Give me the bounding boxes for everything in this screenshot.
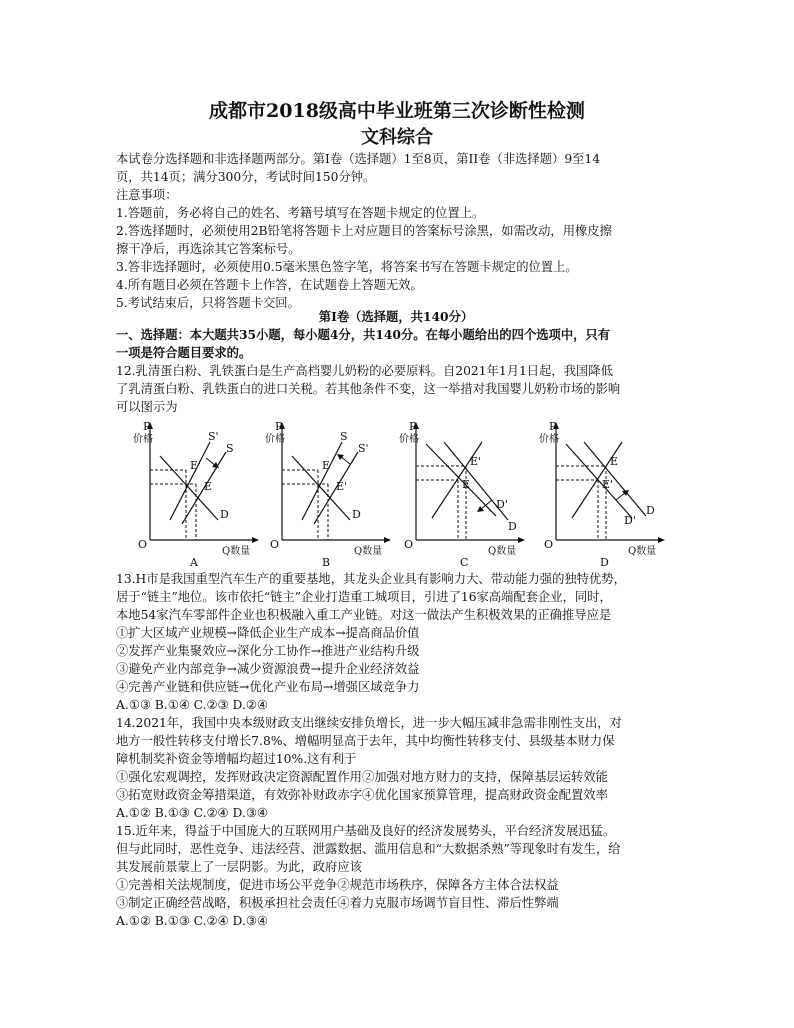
point-label: E' — [190, 459, 202, 472]
section-instruction: 一、选择题：本大题共35小题，每小题4分，共140分。在每小题给出的四个选项中，只有 — [116, 327, 611, 342]
curve-label: S — [340, 430, 348, 443]
axis-q-label: Q数量 — [222, 546, 251, 557]
axis-q-label: Q数量 — [488, 546, 517, 557]
curve-label: D — [220, 508, 229, 521]
axis-q-label: Q数量 — [628, 546, 657, 557]
question-14-answers: A.①② B.①③ C.②④ D.③④ — [116, 806, 268, 820]
curve-label: D' — [624, 514, 636, 527]
exam-subtitle: 文科综合 — [361, 127, 433, 148]
origin-label: O — [544, 538, 554, 551]
intro-line: 本试卷分选择题和非选择题两部分。第I卷（选择题）1至8页，第II卷（非选择题）9至14 — [116, 152, 601, 166]
notice-item: 4.所有题目必须在答题卡上作答，在试题卷上答题无效。 — [116, 278, 423, 292]
question-15-option: ③制定正确经营战略，积极承担社会责任④着力克服市场调节盲目性、滞后性弊端 — [116, 896, 559, 910]
question-12-text: 了乳清蛋白粉、乳铁蛋白的进口关税。若其他条件不变，这一举措对我国婴儿奶粉市场的影响 — [116, 382, 621, 396]
point-label: E — [322, 459, 331, 472]
point-label: E' — [602, 478, 614, 491]
question-13-text: 本地54家汽车零部件企业也积极融入重工产业链。对这一做法产生积极效果的正确推导应是 — [116, 608, 612, 622]
question-14-text: 14.2021年，我国中央本级财政支出继续安排负增长，进一步大幅压减非急需非刚性支出，对 — [116, 716, 622, 730]
question-15-text: 15.近年来，得益于中国庞大的互联网用户基础及良好的经济发展势头，平台经济发展迅猛。 — [116, 824, 616, 838]
question-13-option: ②发挥产业集聚效应→深化分工协作→推进产业结构升级 — [116, 644, 420, 658]
question-14-text: 障机制奖补资金等增幅均超过10%.这有利于 — [116, 752, 357, 766]
question-15-text: 但与此同时，恶性竞争、违法经营、泄露数据、滥用信息和“大数据杀熟”等现象时有发生，给 — [116, 842, 621, 856]
curve-label: S' — [208, 430, 219, 443]
axis-p-label: P — [549, 420, 557, 433]
question-12-text: 可以图示为 — [116, 400, 178, 414]
graph-c — [396, 420, 536, 570]
axis-q-label: Q数量 — [354, 546, 383, 557]
axis-p-label: P — [143, 420, 151, 433]
question-14-text: 地方一般性转移支付增长7.8%、增幅明显高于去年，其中均衡性转移支付、县级基本财力保 — [116, 734, 615, 748]
origin-label: O — [270, 538, 280, 551]
question-15-answers: A.①② B.①③ C.②④ D.③④ — [116, 914, 268, 928]
curve-label: D — [646, 504, 655, 517]
section-title: 第I卷（选择题，共140分） — [318, 309, 474, 324]
curve-label: S — [226, 442, 234, 455]
supply-demand-graph-b — [262, 420, 402, 570]
question-14-option: ①强化宏观调控，发挥财政决定资源配置作用②加强对地方财力的支持，保障基层运转效能 — [116, 770, 608, 784]
curve-label: D — [352, 508, 361, 521]
origin-label: O — [138, 538, 148, 551]
axis-price-label: 价格 — [399, 434, 419, 445]
panel-letter: D — [600, 556, 609, 569]
question-15-option: ①完善相关法规制度，促进市场公平竞争②规范市场秩序，保障各方主体合法权益 — [116, 878, 559, 892]
notice-item: 3.答非选择题时，必须使用0.5毫米黑色签字笔，将答案书写在答题卡规定的位置上。 — [116, 260, 578, 274]
point-label: E — [204, 480, 213, 493]
question-13-option: ③避免产业内部竞争→减少资源浪费→提升企业经济效益 — [116, 662, 420, 676]
graph-b — [262, 420, 402, 570]
graph-d — [536, 420, 676, 570]
intro-line: 页，共14页；满分300分，考试时间150分钟。 — [116, 170, 376, 184]
curve-label: D — [508, 520, 517, 533]
panel-letter: C — [460, 556, 469, 569]
notice-item: 擦干净后，再选涂其它答案标号。 — [116, 242, 301, 256]
axis-price-label: 价格 — [539, 434, 559, 445]
question-13-text: 13.H市是我国重型汽车生产的重要基地，其龙头企业具有影响力大、带动能力强的独特优势， — [116, 572, 626, 586]
question-13-answers: A.①③ B.①④ C.②③ D.②④ — [116, 698, 268, 712]
graph-a — [130, 420, 270, 570]
axis-price-label: 价格 — [265, 434, 285, 445]
axis-price-label: 价格 — [133, 434, 153, 445]
panel-letter: A — [190, 556, 198, 569]
panel-letter: B — [322, 556, 331, 569]
exam-title: 成都市2018级高中毕业班第三次诊断性检测 — [209, 100, 585, 122]
point-label: E — [610, 455, 619, 468]
question-13-text: 居于“链主”地位。该市依托“链主”企业打造重工城项目，引进了16家高端配套企业，同时， — [116, 590, 612, 604]
axis-p-label: P — [409, 420, 417, 433]
question-12-text: 12.乳清蛋白粉、乳铁蛋白是生产高档婴儿奶粉的必要原料。自2021年1月1日起，我国降低 — [116, 364, 613, 378]
notice-item: 1.答题前，务必将自己的姓名、考籍号填写在答题卡规定的位置上。 — [116, 206, 485, 220]
curve-label: S' — [358, 442, 369, 455]
point-label: E — [462, 478, 471, 491]
notice-heading: 注意事项： — [116, 188, 178, 202]
supply-demand-graph-a — [130, 420, 270, 570]
notice-item: 5.考试结束后，只将答题卡交回。 — [116, 296, 300, 310]
supply-demand-graph-d — [536, 420, 676, 570]
question-14-option: ③拓宽财政资金筹措渠道，有效弥补财政赤字④优化国家预算管理，提高财政资金配置效率 — [116, 788, 608, 802]
supply-demand-graph-c — [396, 420, 536, 570]
origin-label: O — [404, 538, 414, 551]
point-label: E' — [470, 455, 482, 468]
section-instruction: 一项是符合题目要求的。 — [116, 345, 252, 360]
question-15-text: 其发展前景蒙上了一层阴影。为此，政府应该 — [116, 860, 362, 874]
question-13-option: ④完善产业链和供应链→优化产业布局→增强区域竞争力 — [116, 680, 420, 694]
curve-label: D' — [496, 498, 508, 511]
axis-p-label: P — [275, 420, 283, 433]
question-13-option: ①扩大区域产业规模→降低企业生产成本→提高商品价值 — [116, 626, 420, 640]
notice-item: 2.答选择题时，必须使用2B铅笔将答题卡上对应题目的答案标号涂黑，如需改动，用橡皮擦 — [116, 224, 612, 238]
point-label: E' — [336, 480, 348, 493]
